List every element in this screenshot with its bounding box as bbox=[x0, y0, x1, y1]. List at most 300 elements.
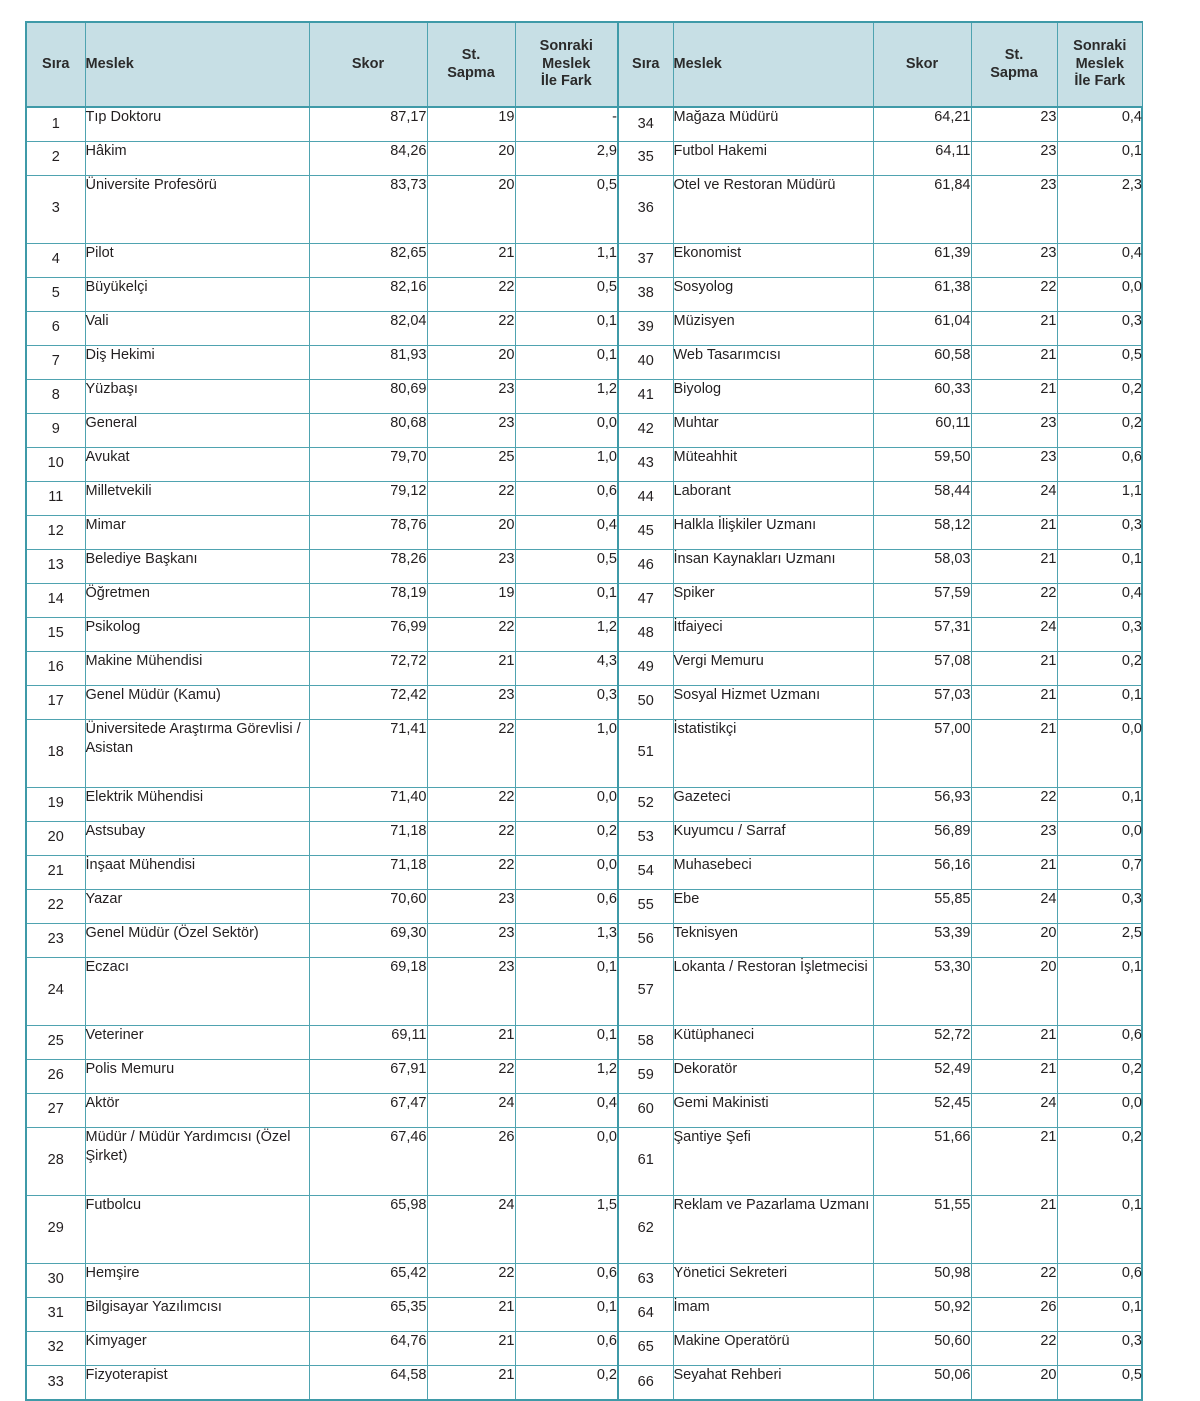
cell-skor: 69,18 bbox=[309, 957, 427, 1025]
ranking-table-left bbox=[27, 23, 617, 1399]
cell-st-sapma: 23 bbox=[971, 141, 1057, 175]
cell-st-sapma: 21 bbox=[427, 1025, 515, 1059]
cell-meslek: Halkla İlişkiler Uzmanı bbox=[673, 515, 873, 549]
cell-sira: 3 bbox=[27, 175, 85, 243]
table-row bbox=[618, 719, 1142, 787]
cell-st-sapma: 22 bbox=[971, 1263, 1057, 1297]
cell-st-sapma: 24 bbox=[971, 1093, 1057, 1127]
table-row bbox=[618, 1093, 1142, 1127]
cell-meslek: Reklam ve Pazarlama Uzmanı bbox=[673, 1195, 873, 1263]
ranking-table-right bbox=[617, 23, 1142, 1399]
cell-skor: 57,59 bbox=[873, 583, 971, 617]
cell-fark: 1,2 bbox=[515, 1059, 617, 1093]
column-header-meslek: Meslek bbox=[85, 23, 309, 107]
cell-skor: 71,41 bbox=[309, 719, 427, 787]
cell-st-sapma: 21 bbox=[971, 1025, 1057, 1059]
cell-sira: 5 bbox=[27, 277, 85, 311]
cell-skor: 67,46 bbox=[309, 1127, 427, 1195]
cell-fark: 1,0 bbox=[515, 719, 617, 787]
cell-fark: 0,6 bbox=[515, 889, 617, 923]
cell-sira: 37 bbox=[618, 243, 673, 277]
cell-skor: 64,21 bbox=[873, 107, 971, 141]
cell-fark: 0,2 bbox=[1057, 379, 1142, 413]
column-header-sonraki-meslek-ile-fark bbox=[1057, 23, 1142, 107]
cell-sira: 9 bbox=[27, 413, 85, 447]
cell-skor: 79,70 bbox=[309, 447, 427, 481]
cell-st-sapma: 21 bbox=[971, 719, 1057, 787]
cell-meslek: Fizyoterapist bbox=[85, 1365, 309, 1399]
table-body-right bbox=[618, 107, 1142, 1399]
cell-st-sapma: 23 bbox=[427, 549, 515, 583]
cell-meslek: Pilot bbox=[85, 243, 309, 277]
cell-skor: 78,26 bbox=[309, 549, 427, 583]
cell-skor: 60,33 bbox=[873, 379, 971, 413]
cell-fark: 0,6 bbox=[1057, 1263, 1142, 1297]
table-row bbox=[27, 1331, 617, 1365]
cell-sira: 21 bbox=[27, 855, 85, 889]
cell-st-sapma: 21 bbox=[427, 651, 515, 685]
cell-fark: 0,4 bbox=[1057, 583, 1142, 617]
cell-fark: 0,5 bbox=[515, 277, 617, 311]
cell-skor: 83,73 bbox=[309, 175, 427, 243]
cell-fark: 0,1 bbox=[515, 345, 617, 379]
cell-meslek: Müteahhit bbox=[673, 447, 873, 481]
cell-st-sapma: 21 bbox=[971, 515, 1057, 549]
cell-skor: 71,18 bbox=[309, 855, 427, 889]
fark-line2: Meslek bbox=[1075, 55, 1124, 72]
cell-st-sapma: 20 bbox=[427, 345, 515, 379]
cell-fark: 0,3 bbox=[515, 685, 617, 719]
table-row bbox=[618, 957, 1142, 1025]
cell-meslek: Sosyal Hizmet Uzmanı bbox=[673, 685, 873, 719]
cell-fark: 0,1 bbox=[515, 311, 617, 345]
table-row bbox=[618, 107, 1142, 141]
cell-sira: 64 bbox=[618, 1297, 673, 1331]
cell-meslek: İtfaiyeci bbox=[673, 617, 873, 651]
table-row bbox=[618, 243, 1142, 277]
cell-fark: 2,5 bbox=[1057, 923, 1142, 957]
cell-sira: 1 bbox=[27, 107, 85, 141]
cell-sira: 61 bbox=[618, 1127, 673, 1195]
cell-sira: 2 bbox=[27, 141, 85, 175]
cell-st-sapma: 26 bbox=[427, 1127, 515, 1195]
table-row bbox=[618, 617, 1142, 651]
column-header-st-sapma bbox=[427, 23, 515, 107]
cell-skor: 50,60 bbox=[873, 1331, 971, 1365]
cell-st-sapma: 21 bbox=[427, 1365, 515, 1399]
cell-meslek: Otel ve Restoran Müdürü bbox=[673, 175, 873, 243]
cell-sira: 32 bbox=[27, 1331, 85, 1365]
table-row bbox=[618, 379, 1142, 413]
cell-sira: 31 bbox=[27, 1297, 85, 1331]
cell-st-sapma: 23 bbox=[427, 923, 515, 957]
profession-ranking-table bbox=[25, 21, 1143, 1401]
cell-meslek: Astsubay bbox=[85, 821, 309, 855]
cell-st-sapma: 22 bbox=[971, 1331, 1057, 1365]
cell-sira: 65 bbox=[618, 1331, 673, 1365]
cell-st-sapma: 19 bbox=[427, 107, 515, 141]
table-row bbox=[618, 1025, 1142, 1059]
cell-skor: 71,18 bbox=[309, 821, 427, 855]
table-row bbox=[618, 651, 1142, 685]
cell-sira: 8 bbox=[27, 379, 85, 413]
table-row bbox=[618, 855, 1142, 889]
cell-fark: 0,5 bbox=[515, 175, 617, 243]
cell-fark: 0,3 bbox=[1057, 311, 1142, 345]
cell-meslek: Genel Müdür (Kamu) bbox=[85, 685, 309, 719]
cell-skor: 50,92 bbox=[873, 1297, 971, 1331]
cell-fark: 0,5 bbox=[1057, 345, 1142, 379]
cell-sira: 17 bbox=[27, 685, 85, 719]
column-header-sira: Sıra bbox=[618, 23, 673, 107]
cell-meslek: General bbox=[85, 413, 309, 447]
st-sapma-line1: St. bbox=[461, 46, 481, 63]
cell-fark: 4,3 bbox=[515, 651, 617, 685]
cell-fark: 0,0 bbox=[1057, 719, 1142, 787]
cell-meslek: Üniversitede Araştırma Görevlisi / Asistan bbox=[85, 719, 309, 787]
cell-fark: 2,9 bbox=[515, 141, 617, 175]
cell-st-sapma: 23 bbox=[971, 821, 1057, 855]
cell-st-sapma: 22 bbox=[971, 277, 1057, 311]
cell-meslek: Üniversite Profesörü bbox=[85, 175, 309, 243]
cell-skor: 59,50 bbox=[873, 447, 971, 481]
table-row bbox=[27, 311, 617, 345]
cell-skor: 50,06 bbox=[873, 1365, 971, 1399]
cell-skor: 57,03 bbox=[873, 685, 971, 719]
cell-meslek: Vergi Memuru bbox=[673, 651, 873, 685]
cell-skor: 67,47 bbox=[309, 1093, 427, 1127]
cell-skor: 79,12 bbox=[309, 481, 427, 515]
cell-sira: 41 bbox=[618, 379, 673, 413]
cell-skor: 56,93 bbox=[873, 787, 971, 821]
cell-meslek: Dekoratör bbox=[673, 1059, 873, 1093]
cell-fark: 0,0 bbox=[515, 1127, 617, 1195]
cell-st-sapma: 21 bbox=[971, 379, 1057, 413]
table-row bbox=[27, 175, 617, 243]
cell-sira: 22 bbox=[27, 889, 85, 923]
cell-meslek: Ebe bbox=[673, 889, 873, 923]
cell-st-sapma: 23 bbox=[427, 413, 515, 447]
cell-st-sapma: 20 bbox=[427, 141, 515, 175]
cell-meslek: Mağaza Müdürü bbox=[673, 107, 873, 141]
cell-sira: 26 bbox=[27, 1059, 85, 1093]
cell-st-sapma: 20 bbox=[971, 957, 1057, 1025]
cell-meslek: Mimar bbox=[85, 515, 309, 549]
cell-meslek: Kuyumcu / Sarraf bbox=[673, 821, 873, 855]
cell-skor: 71,40 bbox=[309, 787, 427, 821]
table-row bbox=[27, 1195, 617, 1263]
cell-sira: 53 bbox=[618, 821, 673, 855]
cell-sira: 36 bbox=[618, 175, 673, 243]
cell-fark: 0,2 bbox=[1057, 413, 1142, 447]
cell-skor: 64,58 bbox=[309, 1365, 427, 1399]
table-row bbox=[27, 787, 617, 821]
cell-meslek: Bilgisayar Yazılımcısı bbox=[85, 1297, 309, 1331]
cell-st-sapma: 21 bbox=[971, 311, 1057, 345]
cell-sira: 55 bbox=[618, 889, 673, 923]
cell-st-sapma: 23 bbox=[427, 379, 515, 413]
cell-skor: 87,17 bbox=[309, 107, 427, 141]
cell-fark: 0,7 bbox=[1057, 855, 1142, 889]
cell-fark: 1,0 bbox=[515, 447, 617, 481]
cell-sira: 7 bbox=[27, 345, 85, 379]
cell-st-sapma: 22 bbox=[971, 787, 1057, 821]
cell-meslek: Spiker bbox=[673, 583, 873, 617]
cell-skor: 72,42 bbox=[309, 685, 427, 719]
cell-meslek: Hâkim bbox=[85, 141, 309, 175]
table-row bbox=[27, 821, 617, 855]
cell-fark: 0,2 bbox=[515, 821, 617, 855]
cell-sira: 44 bbox=[618, 481, 673, 515]
cell-fark: 0,6 bbox=[1057, 1025, 1142, 1059]
cell-fark: 0,1 bbox=[515, 1297, 617, 1331]
table-row bbox=[27, 855, 617, 889]
table-row bbox=[27, 379, 617, 413]
cell-st-sapma: 23 bbox=[427, 957, 515, 1025]
cell-sira: 15 bbox=[27, 617, 85, 651]
cell-meslek: İnsan Kaynakları Uzmanı bbox=[673, 549, 873, 583]
cell-st-sapma: 22 bbox=[971, 583, 1057, 617]
cell-meslek: İnşaat Mühendisi bbox=[85, 855, 309, 889]
cell-meslek: Müzisyen bbox=[673, 311, 873, 345]
cell-skor: 61,39 bbox=[873, 243, 971, 277]
cell-st-sapma: 25 bbox=[427, 447, 515, 481]
cell-st-sapma: 21 bbox=[971, 855, 1057, 889]
cell-skor: 65,98 bbox=[309, 1195, 427, 1263]
cell-sira: 13 bbox=[27, 549, 85, 583]
cell-meslek: Polis Memuru bbox=[85, 1059, 309, 1093]
cell-sira: 33 bbox=[27, 1365, 85, 1399]
cell-skor: 58,03 bbox=[873, 549, 971, 583]
cell-st-sapma: 23 bbox=[971, 243, 1057, 277]
cell-fark: 0,5 bbox=[1121, 1366, 1142, 1383]
cell-fark: 0,0 bbox=[515, 413, 617, 447]
cell-st-sapma: 23 bbox=[427, 685, 515, 719]
cell-meslek: Futbolcu bbox=[85, 1195, 309, 1263]
cell-fark: 2,3 bbox=[1057, 175, 1142, 243]
cell-st-sapma: 23 bbox=[427, 889, 515, 923]
cell-fark: 0,2 bbox=[1057, 651, 1142, 685]
cell-meslek: Muhtar bbox=[673, 413, 873, 447]
cell-fark: 0,4 bbox=[1057, 107, 1142, 141]
cell-skor: 52,72 bbox=[873, 1025, 971, 1059]
header-row bbox=[27, 23, 617, 107]
cell-skor: 61,38 bbox=[873, 277, 971, 311]
table-row bbox=[618, 515, 1142, 549]
cell-meslek: İstatistikçi bbox=[673, 719, 873, 787]
table-row bbox=[27, 957, 617, 1025]
table-row bbox=[618, 447, 1142, 481]
table-row bbox=[27, 277, 617, 311]
cell-fark: 0,1 bbox=[515, 1025, 617, 1059]
cell-skor: 80,68 bbox=[309, 413, 427, 447]
cell-fark: 0,4 bbox=[515, 1093, 617, 1127]
cell-sira: 24 bbox=[27, 957, 85, 1025]
cell-meslek: Makine Operatörü bbox=[673, 1331, 873, 1365]
cell-meslek: Hemşire bbox=[85, 1263, 309, 1297]
table-row bbox=[618, 175, 1142, 243]
table-row bbox=[618, 311, 1142, 345]
cell-skor: 67,91 bbox=[309, 1059, 427, 1093]
table-row bbox=[618, 481, 1142, 515]
cell-st-sapma: 23 bbox=[971, 447, 1057, 481]
cell-skor: 51,66 bbox=[873, 1127, 971, 1195]
cell-sira: 39 bbox=[618, 311, 673, 345]
st-sapma-line2: Sapma bbox=[990, 64, 1038, 81]
cell-sira: 49 bbox=[618, 651, 673, 685]
fark-line1: Sonraki bbox=[1073, 37, 1127, 54]
cell-meslek: Biyolog bbox=[673, 379, 873, 413]
table-row bbox=[27, 1025, 617, 1059]
table-row bbox=[27, 1297, 617, 1331]
cell-skor: 64,11 bbox=[873, 141, 971, 175]
table-row bbox=[27, 345, 617, 379]
cell-meslek: Aktör bbox=[85, 1093, 309, 1127]
column-header-skor: Skor bbox=[873, 23, 971, 107]
cell-fark: 0,1 bbox=[515, 957, 617, 1025]
cell-sira: 50 bbox=[618, 685, 673, 719]
cell-skor: 56,89 bbox=[873, 821, 971, 855]
cell-meslek: Belediye Başkanı bbox=[85, 549, 309, 583]
cell-fark: 0,3 bbox=[1057, 515, 1142, 549]
cell-st-sapma: 20 bbox=[971, 1365, 1057, 1399]
table-row bbox=[618, 277, 1142, 311]
cell-sira: 63 bbox=[618, 1263, 673, 1297]
table-row bbox=[27, 481, 617, 515]
cell-skor: 80,69 bbox=[309, 379, 427, 413]
table-row bbox=[618, 1127, 1142, 1195]
column-header-sonraki-meslek-ile-fark bbox=[515, 23, 617, 107]
cell-skor: 82,65 bbox=[309, 243, 427, 277]
cell-st-sapma: 22 bbox=[427, 1059, 515, 1093]
cell-fark: 0,5 bbox=[515, 549, 617, 583]
cell-fark: 0,4 bbox=[1057, 243, 1142, 277]
cell-meslek: Laborant bbox=[673, 481, 873, 515]
cell-skor: 53,30 bbox=[873, 957, 971, 1025]
cell-fark: 0,2 bbox=[1057, 1127, 1142, 1195]
table-row bbox=[27, 719, 617, 787]
cell-st-sapma: 23 bbox=[971, 413, 1057, 447]
cell-skor: 52,49 bbox=[873, 1059, 971, 1093]
cell-sira: 38 bbox=[618, 277, 673, 311]
cell-fark: 0,1 bbox=[1057, 141, 1142, 175]
cell-skor: 61,04 bbox=[873, 311, 971, 345]
table-body-left bbox=[27, 107, 617, 1399]
cell-sira: 23 bbox=[27, 923, 85, 957]
cell-skor: 57,31 bbox=[873, 617, 971, 651]
cell-sira: 12 bbox=[27, 515, 85, 549]
cell-sira: 28 bbox=[27, 1127, 85, 1195]
cell-st-sapma: 20 bbox=[971, 923, 1057, 957]
cell-skor: 72,72 bbox=[309, 651, 427, 685]
cell-meslek: Tıp Doktoru bbox=[85, 107, 309, 141]
cell-sira: 58 bbox=[618, 1025, 673, 1059]
cell-skor: 60,11 bbox=[873, 413, 971, 447]
cell-sira: 18 bbox=[27, 719, 85, 787]
cell-sira: 45 bbox=[618, 515, 673, 549]
cell-fark: 0,0 bbox=[515, 855, 617, 889]
table-row bbox=[27, 447, 617, 481]
column-header-meslek: Meslek bbox=[673, 23, 873, 107]
fark-line3: İle Fark bbox=[1074, 73, 1126, 90]
column-header-skor: Skor bbox=[309, 23, 427, 107]
table-row bbox=[618, 345, 1142, 379]
cell-skor: 53,39 bbox=[873, 923, 971, 957]
cell-meslek: Lokanta / Restoran İşletmecisi bbox=[673, 957, 873, 1025]
table-row bbox=[27, 1093, 617, 1127]
column-header-sira: Sıra bbox=[27, 23, 85, 107]
cell-st-sapma: 24 bbox=[427, 1093, 515, 1127]
cell-fark: 0,1 bbox=[1057, 1297, 1142, 1331]
cell-fark: 0,3 bbox=[1057, 1331, 1142, 1365]
cell-sira: 54 bbox=[618, 855, 673, 889]
table-row bbox=[618, 1263, 1142, 1297]
cell-st-sapma: 19 bbox=[427, 583, 515, 617]
table-row bbox=[618, 889, 1142, 923]
cell-sira: 6 bbox=[27, 311, 85, 345]
cell-skor: 78,19 bbox=[309, 583, 427, 617]
fark-line3: İle Fark bbox=[540, 73, 592, 90]
cell-sira: 19 bbox=[27, 787, 85, 821]
cell-fark: 0,1 bbox=[1057, 685, 1142, 719]
table-header-right bbox=[618, 23, 1142, 107]
cell-skor: 58,44 bbox=[873, 481, 971, 515]
cell-meslek: Avukat bbox=[85, 447, 309, 481]
table-row bbox=[27, 1059, 617, 1093]
cell-sira: 30 bbox=[27, 1263, 85, 1297]
cell-skor: 78,76 bbox=[309, 515, 427, 549]
cell-st-sapma: 22 bbox=[427, 821, 515, 855]
cell-st-sapma: 21 bbox=[971, 651, 1057, 685]
cell-meslek: Sosyolog bbox=[673, 277, 873, 311]
cell-st-sapma: 22 bbox=[427, 481, 515, 515]
table-row bbox=[618, 821, 1142, 855]
cell-meslek: Elektrik Mühendisi bbox=[85, 787, 309, 821]
cell-meslek: Gemi Makinisti bbox=[673, 1093, 873, 1127]
cell-st-sapma: 23 bbox=[971, 107, 1057, 141]
cell-fark: 1,1 bbox=[515, 243, 617, 277]
cell-st-sapma: 22 bbox=[427, 617, 515, 651]
cell-st-sapma: 22 bbox=[427, 311, 515, 345]
cell-skor: 81,93 bbox=[309, 345, 427, 379]
cell-skor: 56,16 bbox=[873, 855, 971, 889]
cell-st-sapma: 24 bbox=[971, 481, 1057, 515]
st-sapma-line1: St. bbox=[1004, 46, 1024, 63]
cell-sira: 56 bbox=[618, 923, 673, 957]
cell-meslek: Büyükelçi bbox=[85, 277, 309, 311]
cell-fark: 1,2 bbox=[515, 379, 617, 413]
cell-skor: 51,55 bbox=[873, 1195, 971, 1263]
cell-meslek: Eczacı bbox=[85, 957, 309, 1025]
cell-sira: 40 bbox=[618, 345, 673, 379]
cell-skor: 50,98 bbox=[873, 1263, 971, 1297]
cell-sira: 66 bbox=[618, 1365, 673, 1399]
cell-st-sapma: 24 bbox=[971, 889, 1057, 923]
cell-st-sapma: 20 bbox=[427, 175, 515, 243]
table-row bbox=[618, 583, 1142, 617]
cell-st-sapma: 21 bbox=[427, 243, 515, 277]
cell-fark: 0,6 bbox=[515, 1331, 617, 1365]
cell-meslek: Vali bbox=[85, 311, 309, 345]
table-row bbox=[27, 243, 617, 277]
cell-meslek: Yönetici Sekreteri bbox=[673, 1263, 873, 1297]
table-header-left bbox=[27, 23, 617, 107]
cell-sira: 11 bbox=[27, 481, 85, 515]
cell-st-sapma: 20 bbox=[427, 515, 515, 549]
cell-sira: 42 bbox=[618, 413, 673, 447]
cell-sira: 52 bbox=[618, 787, 673, 821]
cell-meslek: İmam bbox=[673, 1297, 873, 1331]
